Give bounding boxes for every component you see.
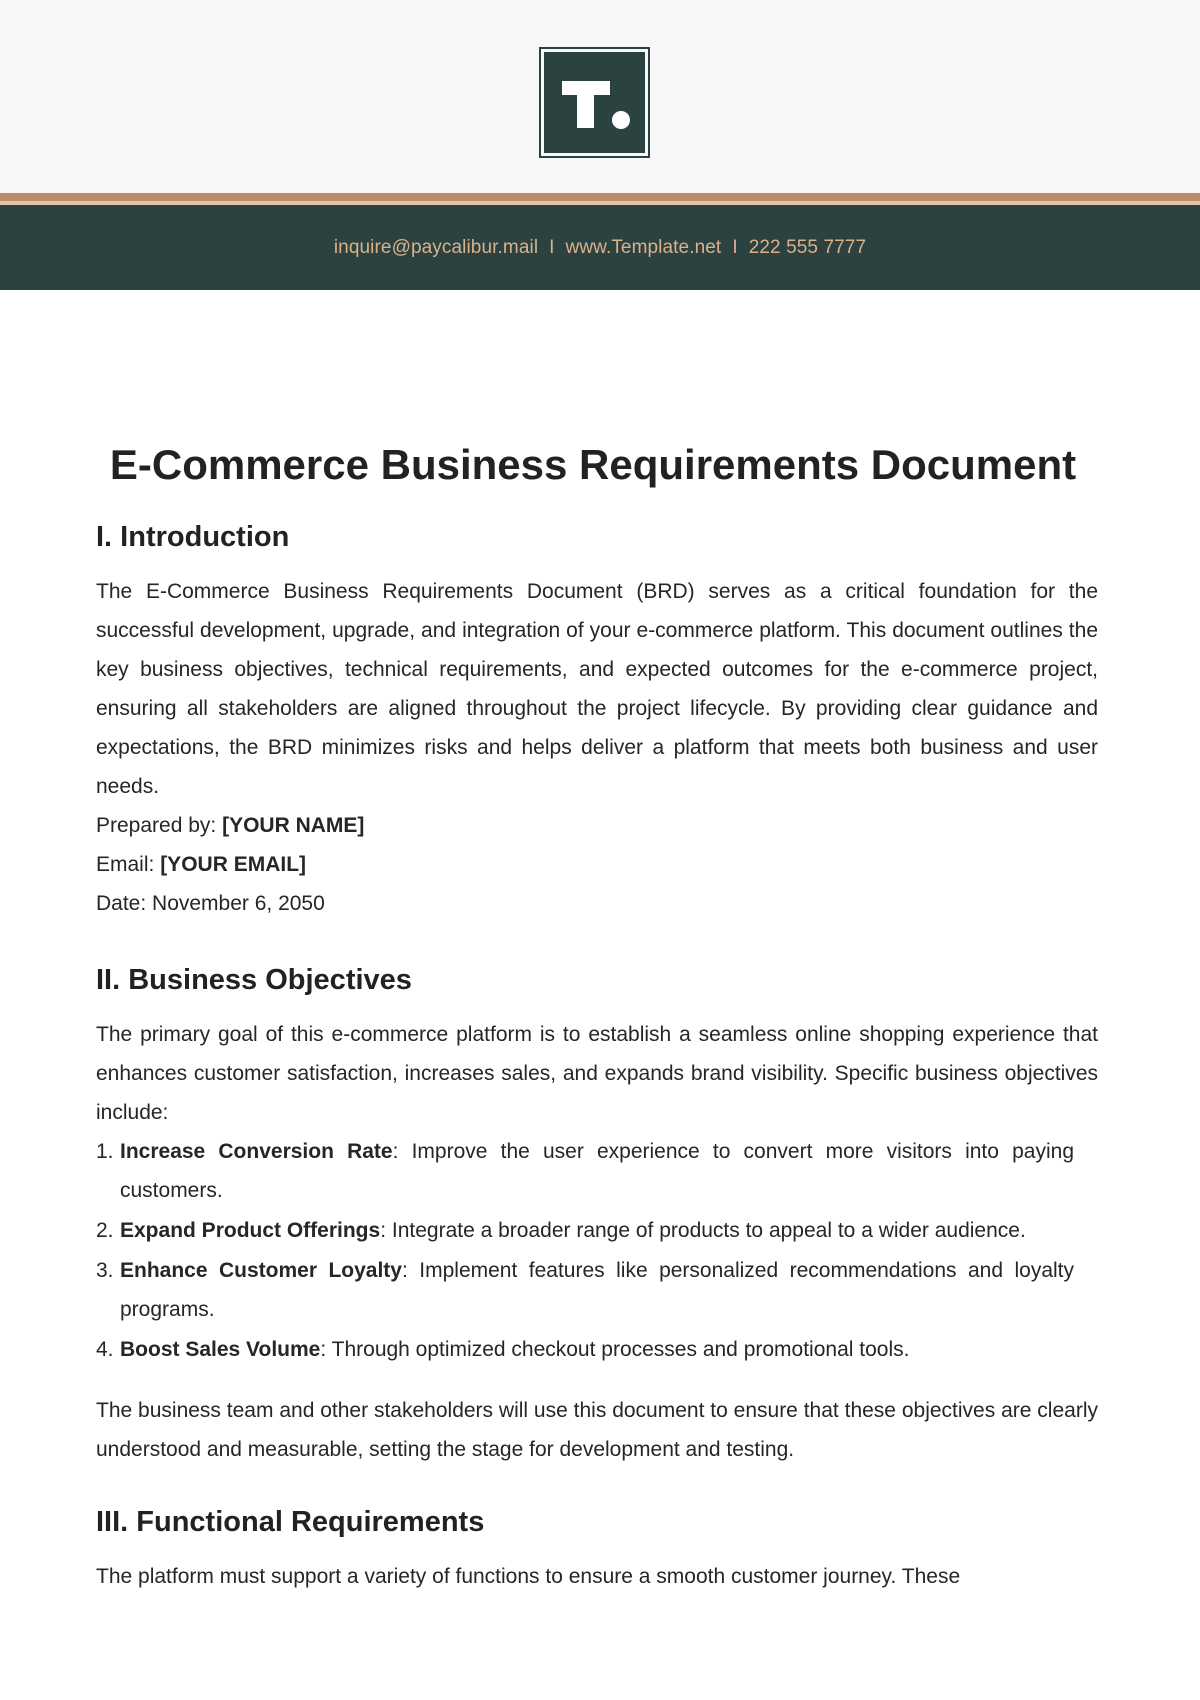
contact-separator: I: [732, 236, 738, 258]
list-item-number: 1.: [96, 1139, 114, 1163]
prepared-by-line: [96, 806, 1098, 845]
list-item-text: : Through optimized checkout processes and promotional tools.: [320, 1337, 910, 1361]
objectives-list: [96, 1132, 1098, 1369]
logo-t-icon: [544, 52, 645, 153]
section-heading-functional: III. Functional Requirements: [96, 1505, 485, 1538]
company-logo: [539, 47, 650, 158]
contact-bar: [0, 205, 1200, 290]
list-item-text: : Implement features like personalized recommendations and loyalty programs.: [120, 1258, 1075, 1321]
prepared-by-label: Prepared by:: [96, 814, 223, 838]
email-label: Email:: [96, 853, 161, 877]
document-body: [96, 440, 1098, 1596]
list-item-text: : Integrate a broader range of products to appeal to a wider audience.: [380, 1218, 1026, 1242]
list-item-number: 2.: [96, 1218, 114, 1242]
date-line: Date: November 6, 2050: [96, 892, 325, 916]
contact-website: www.Template.net: [565, 236, 722, 258]
section-heading-objectives: II. Business Objectives: [96, 964, 412, 997]
list-item: [96, 1251, 1074, 1329]
document-title: E-Commerce Business Requirements Document: [109, 441, 1077, 488]
header-stripe: [0, 193, 1200, 201]
prepared-by-value: [YOUR NAME]: [222, 814, 365, 838]
list-item-title: Boost Sales Volume: [120, 1337, 321, 1361]
header-banner: [0, 0, 1200, 193]
objectives-closing: The business team and other stakeholders will use this document to ensure that these objectives are clearly understood and measurable, setting the stage for development and testing.: [96, 1398, 1098, 1461]
contact-email: inquire@paycalibur.mail: [333, 236, 539, 258]
list-item-title: Enhance Customer Loyalty: [120, 1258, 402, 1282]
list-item: [96, 1132, 1074, 1210]
list-item: [96, 1330, 1074, 1369]
contact-separator: I: [549, 236, 555, 258]
list-item-number: 4.: [96, 1337, 114, 1361]
contact-phone: 222 555 7777: [748, 236, 867, 258]
section-heading-introduction: I. Introduction: [96, 521, 290, 554]
functional-paragraph: The platform must support a variety of functions to ensure a smooth customer journey. These: [96, 1564, 961, 1588]
email-value: [YOUR EMAIL]: [160, 853, 307, 877]
list-item-text: : Improve the user experience to convert more visitors into paying customers.: [120, 1139, 1074, 1202]
email-line: [96, 845, 1098, 884]
list-item-title: Expand Product Offerings: [120, 1218, 381, 1242]
introduction-paragraph: The E-Commerce Business Requirements Document (BRD) serves as a critical foundation for the successful development, upgrade, and integration of your e-commerce platform. This document outlines the key business objectives, technical requirements, and expected outcomes for the e-commerce project, ensuring all stakeholders are aligned throughout the project lifecycle. By providing clear guidance and expectations, the BRD minimizes risks and helps deliver a platform that meets both business and user needs.: [96, 580, 1098, 799]
list-item-title: Increase Conversion Rate: [120, 1139, 393, 1163]
list-item: [96, 1211, 1074, 1250]
objectives-intro: The primary goal of this e-commerce platform is to establish a seamless online shopping experience that enhances customer satisfaction, increases sales, and expands brand visibility. Specific business objectives include:: [96, 1022, 1098, 1124]
list-item-number: 3.: [96, 1258, 114, 1282]
